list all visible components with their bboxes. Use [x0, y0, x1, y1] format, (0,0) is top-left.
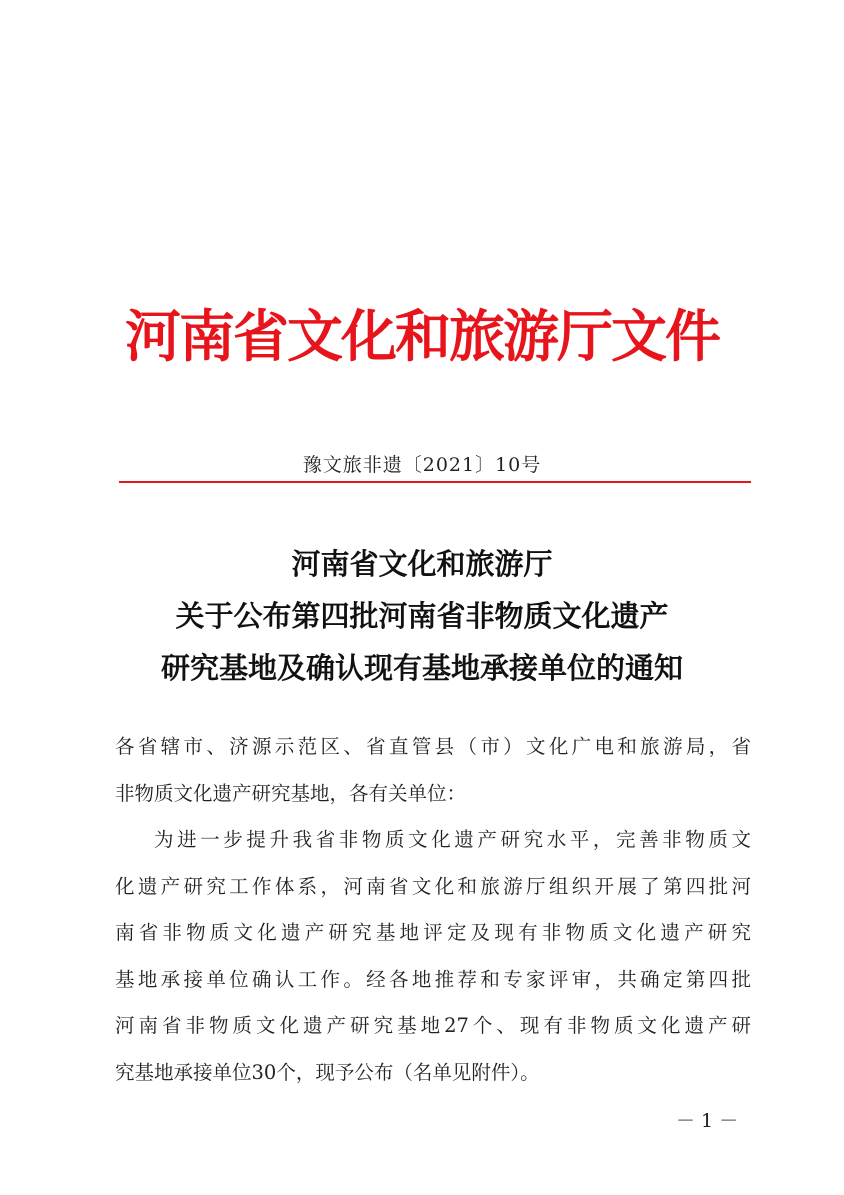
issuer-header-title: 河南省文化和旅游厅文件: [125, 304, 719, 370]
notice-title-line-3: 研究基地及确认现有基地承接单位的通知: [160, 651, 683, 685]
paragraph-line: 化遗产研究工作体系，河南省文化和旅游厅组织开展了第四批河: [115, 874, 751, 898]
addressee-line: 非物质文化遗产研究基地，各有关单位：: [115, 781, 467, 805]
page-number: － 1 －: [676, 1110, 739, 1132]
paragraph-line: 南省非物质文化遗产研究基地评定及现有非物质文化遗产研究: [115, 921, 751, 944]
paragraph-line: 为进一步提升我省非物质文化遗产研究水平，完善非物质文: [154, 828, 751, 851]
red-separator-line: [119, 481, 751, 483]
paragraph-line: 究基地承接单位30个，现予公布（名单见附件）。: [115, 1060, 540, 1084]
notice-title-line-2: 关于公布第四批河南省非物质文化遗产: [175, 599, 669, 633]
notice-body: [115, 724, 751, 1096]
document-number: 豫文旅非遗〔2021〕10号: [302, 454, 542, 476]
paragraph-line: 基地承接单位确认工作。经各地推荐和专家评审，共确定第四批: [115, 967, 751, 991]
notice-title-line-1: 河南省文化和旅游厅: [291, 547, 553, 581]
paragraph-line: 河南省非物质文化遗产研究基地27个、现有非物质文化遗产研: [115, 1014, 751, 1037]
addressee-line: 各省辖市、济源示范区、省直管县（市）文化广电和旅游局，省: [115, 735, 751, 758]
notice-title: [0, 538, 844, 694]
